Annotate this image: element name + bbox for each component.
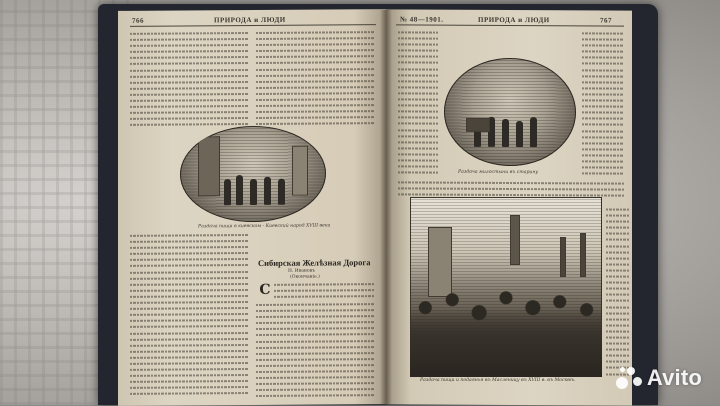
right-bottom-engraving — [410, 197, 602, 377]
right-column-2-top — [582, 30, 624, 180]
left-column-2-top — [256, 29, 374, 130]
right-top-engraving — [444, 58, 576, 167]
left-column-2-intro — [274, 281, 374, 302]
section-byline: Н. Ивановъ — [288, 268, 316, 274]
avito-watermark — [616, 365, 702, 391]
avito-watermark-text: Avito — [646, 365, 702, 390]
right-narrow-column — [606, 207, 630, 387]
left-page-number: 766 — [132, 16, 144, 25]
right-middle-text — [398, 179, 624, 198]
section-dropcap: С — [259, 281, 271, 298]
left-top-engraving — [180, 125, 326, 222]
right-issue-label: № 48—1901. — [400, 15, 444, 24]
right-top-caption: Раздача милостыни въ старину — [458, 169, 539, 176]
right-bottom-caption: Раздача пищи и подаянья въ Масленицу въ XVIII в. въ Москвѣ. — [420, 378, 576, 383]
right-header-rule — [396, 24, 624, 26]
left-header-rule — [130, 24, 376, 27]
left-running-title: ПРИРОДА и ЛЮДИ — [214, 15, 286, 25]
left-page — [118, 9, 386, 406]
section-subtitle: (Окончаніе.) — [290, 274, 320, 280]
right-column-1-top — [398, 29, 438, 179]
left-column-2-bottom — [256, 301, 374, 402]
book-spine-shadow — [380, 10, 392, 405]
section-title: Сибирская Желѣзная Дорога — [258, 257, 371, 268]
left-column-1-bottom — [130, 232, 248, 403]
left-column-1-top — [130, 30, 248, 131]
right-running-title: ПРИРОДА и ЛЮДИ — [478, 15, 550, 25]
right-page-number: 767 — [600, 16, 612, 25]
avito-logo-icon — [616, 365, 642, 391]
left-top-caption: Раздача пищи в киевском - Киевский народ XVIII века — [198, 223, 331, 230]
